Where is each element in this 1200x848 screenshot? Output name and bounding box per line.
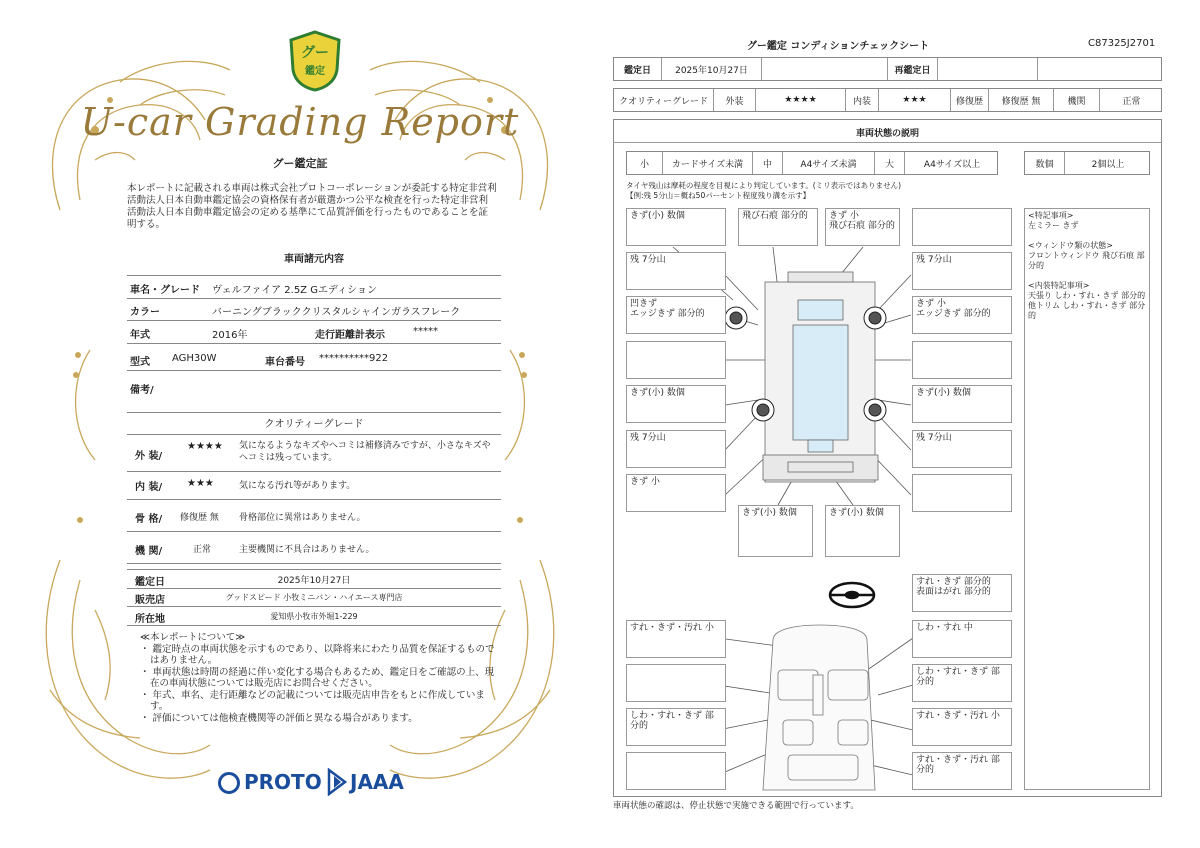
spec-label: 走行距離計表示 — [315, 330, 385, 341]
proto-logo-text: PROTO — [244, 770, 322, 794]
interior-title: <内装特記事項> — [1028, 281, 1090, 290]
note-item: ・ 車両状態は時間の経過に伴い変化する場合もあるため、鑑定日をご確認の上、現在の車両状態については販売店にお問合せください。 — [140, 666, 495, 689]
tire-cell-rear-left: 残 7分山 — [626, 430, 726, 468]
interior-cell-steering: すれ・きず 部分的 表面はがれ 部分的 — [912, 574, 1012, 612]
certificate-title: グー鑑定証 — [272, 157, 328, 170]
quality-row-frame — [127, 503, 501, 532]
count-label: 数個 — [1025, 152, 1065, 174]
info-label: 鑑定日 — [135, 577, 165, 588]
damage-cell-front-right — [912, 208, 1012, 246]
damage-cell-rear-bumper-right: きず(小) 数個 — [825, 505, 900, 557]
ext-stars: ★★★★ — [756, 89, 846, 111]
notes-title: ≪本レポートについて≫ — [140, 632, 246, 643]
count-legend — [1024, 151, 1150, 175]
sheet-id: C87325J2701 — [1088, 38, 1156, 49]
spec-label: 車台番号 — [265, 357, 305, 368]
quality-section-title: クオリティーグレード — [127, 412, 501, 430]
certificate-body: 本レポートに記載される車両は株式会社プロトコーポレーションが委託する特定非営利活動法人日本自動車鑑定協会の資格保有者が厳選かつ公平な検査を行った特定非営利活動法人日本自動車鑑定協会の定める基準にて品質評価を行ったものであることを証明する。 — [127, 183, 497, 230]
special-text: 左ミラー きず — [1028, 221, 1079, 230]
size-medium-desc: A4サイズ未満 — [783, 152, 875, 174]
tire-cell-rear-right: 残 7分山 — [912, 430, 1012, 468]
exterior-stars: ★★★★ — [187, 441, 223, 452]
date-label: 鑑定日 — [614, 58, 662, 80]
damage-cell-rear-right — [912, 474, 1012, 512]
info-label: 販売店 — [135, 595, 165, 606]
repair-value: 修復歴 無 — [989, 89, 1054, 111]
quality-row-engine — [127, 535, 501, 564]
interior-cell-right-rear: すれ・きず・汚れ 部分的 — [912, 752, 1012, 790]
repair-label: 修復歴 — [951, 89, 989, 111]
damage-cell-left-rear-door: きず(小) 数個 — [626, 385, 726, 423]
interior-text: 他トリム しわ・すれ・きず 部分的 — [1028, 301, 1146, 320]
note-item: ・ 年式、車名、走行距離などの記載については販売店申告をもとに作成しています。 — [140, 689, 485, 712]
window-title: <ウィンドウ類の状態> — [1028, 241, 1113, 250]
spec-label: 車名・グレード — [130, 285, 200, 296]
info-value: 愛知県小牧市外堀1-229 — [270, 612, 358, 621]
spec-row-year — [127, 321, 501, 344]
interior-cell-right-middle: すれ・きず・汚れ 小 — [912, 708, 1012, 746]
quality-text: 気になる汚れ等があります。 — [239, 481, 356, 491]
damage-cell-right-door — [912, 341, 1012, 379]
frame-value: 修復歴 無 — [180, 513, 219, 523]
jaaa-logo-icon — [327, 768, 347, 796]
damage-cell-right-fender: きず 小 エッジきず 部分的 — [912, 296, 1012, 334]
interior-stars: ★★★ — [187, 478, 214, 489]
engine-label: 機関 — [1054, 89, 1100, 111]
count-desc: 2個以上 — [1091, 159, 1125, 170]
quality-label: 外 装/ — [135, 451, 163, 462]
spec-value: 2016年 — [212, 330, 248, 341]
spec-value: ***** — [413, 326, 438, 337]
ext-label: 外装 — [714, 89, 756, 111]
spec-value: ヴェルファイア 2.5Z Gエディション — [212, 285, 377, 296]
special-title: <特記事項> — [1028, 211, 1074, 220]
interior-text: 天張り しわ・すれ・きず 部分的 — [1028, 291, 1146, 300]
grade-label: クオリティーグレード — [614, 89, 714, 111]
damage-cell-front: 飛び石痕 部分的 — [738, 208, 818, 246]
tire-cell-front-left: 残 7分山 — [626, 252, 726, 290]
goo-kantei-logo — [287, 30, 343, 92]
quality-label: 内 装/ — [135, 482, 163, 493]
proto-logo-icon — [218, 772, 240, 794]
svg-text:鑑定: 鑑定 — [305, 66, 325, 77]
quality-row-interior — [127, 471, 501, 500]
interior-cell-left-front — [626, 664, 726, 702]
grade-row — [613, 88, 1162, 112]
steering-wheel-icon — [830, 583, 874, 607]
interior-cell-left-rear — [626, 752, 726, 790]
spec-label: カラー — [130, 307, 160, 318]
tire-note-example: 【例:残 5分山＝概ね50パーセント程度残り溝を示す】 — [626, 191, 811, 200]
int-label: 内装 — [846, 89, 879, 111]
info-row-shop — [127, 588, 501, 607]
reinspect-label: 再鑑定日 — [888, 58, 938, 80]
quality-label: 機 関/ — [135, 546, 163, 557]
damage-cell-rear-left: きず 小 — [626, 474, 726, 512]
engine-value: 正常 — [193, 545, 212, 555]
quality-text: 骨格部位に異常はありません。 — [239, 513, 366, 523]
date-value: 2025年10月27日 — [662, 58, 762, 80]
spec-row-remarks — [127, 376, 501, 398]
empty-cell — [762, 58, 888, 80]
interior-cell-left-middle: しわ・すれ・きず 部分的 — [626, 708, 726, 746]
note-item: ・ 鑑定時点の車両状態を示すものであり、以降将来にわたり品質を保証するものではありません。 — [140, 643, 495, 666]
info-value: グッドスピード 小牧ミニバン・ハイエース専門店 — [225, 593, 403, 602]
divider — [613, 142, 1162, 143]
section-title: 車両状態の説明 — [855, 129, 919, 139]
quality-label: 骨 格/ — [135, 514, 163, 525]
empty-cell — [1038, 58, 1163, 80]
spec-row-model — [127, 348, 501, 371]
quality-text: 気になるようなキズやヘコミは補修済みですが、小さなキズやヘコミは残っています。 — [239, 441, 491, 463]
tire-cell-front-right: 残 7分山 — [912, 252, 1012, 290]
spec-row-color — [127, 298, 501, 321]
size-large-desc: A4サイズ以上 — [923, 159, 981, 170]
spec-value: **********922 — [319, 353, 389, 364]
info-row-date — [127, 569, 501, 589]
svg-text:グー: グー — [301, 45, 329, 61]
window-text: フロントウィンドウ 飛び石痕 部分的 — [1028, 251, 1145, 270]
info-row-address — [127, 607, 501, 626]
size-medium: 中 — [753, 152, 783, 174]
quality-text: 主要機関に不具合はありません。 — [239, 545, 375, 555]
damage-cell-left-door — [626, 341, 726, 379]
interior-cell-driver-seat: しわ・すれ 中 — [912, 620, 1012, 658]
spec-label: 型式 — [130, 357, 150, 368]
size-small-desc: カードサイズ未満 — [663, 152, 753, 174]
info-value: 2025年10月27日 — [277, 576, 351, 586]
spec-row-name — [127, 275, 501, 299]
jaaa-logo-text: JAAA — [350, 770, 404, 794]
interior-cell-right-front: しわ・すれ・きず 部分的 — [912, 664, 1012, 702]
damage-cell-windshield: きず 小 飛び石痕 部分的 — [825, 208, 900, 246]
quality-row-exterior — [127, 434, 501, 472]
size-large: 大 — [875, 152, 905, 174]
report-notes — [140, 632, 495, 724]
spec-value: AGH30W — [172, 353, 217, 364]
damage-cell-front-left: きず(小) 数個 — [626, 208, 726, 246]
spec-label: 備考/ — [130, 385, 154, 396]
int-stars: ★★★ — [879, 89, 951, 111]
info-label: 所在地 — [135, 614, 165, 625]
size-legend — [626, 151, 998, 175]
specs-section-title: 車両諸元内容 — [284, 254, 344, 265]
damage-cell-left-fender: 凹きず エッジきず 部分的 — [626, 296, 726, 334]
size-small: 小 — [627, 152, 663, 174]
engine-value: 正常 — [1122, 96, 1141, 107]
interior-cell-ceiling: すれ・きず・汚れ 小 — [626, 620, 726, 658]
spec-label: 年式 — [130, 330, 150, 341]
damage-cell-rear-bumper-left: きず(小) 数個 — [738, 505, 813, 557]
report-script-title: U-car Grading Report — [80, 100, 520, 144]
tire-note: タイヤ残山は摩耗の程度を目視により判定しています。(ミリ表示ではありません) — [626, 181, 902, 190]
sheet-title: グー鑑定 コンディションチェックシート — [746, 41, 930, 52]
damage-cell-right-rear-door: きず(小) 数個 — [912, 385, 1012, 423]
note-item: ・ 評価については他検査機関等の評価と異なる場合があります。 — [140, 712, 418, 724]
empty-cell — [938, 58, 1038, 80]
date-row — [613, 57, 1162, 81]
spec-value: バーニングブラッククリスタルシャインガラスフレーク — [212, 307, 461, 318]
special-notes-panel — [1024, 208, 1150, 790]
footer-note: 車両状態の確認は、停止状態で実施できる範囲で行っています。 — [613, 801, 859, 811]
